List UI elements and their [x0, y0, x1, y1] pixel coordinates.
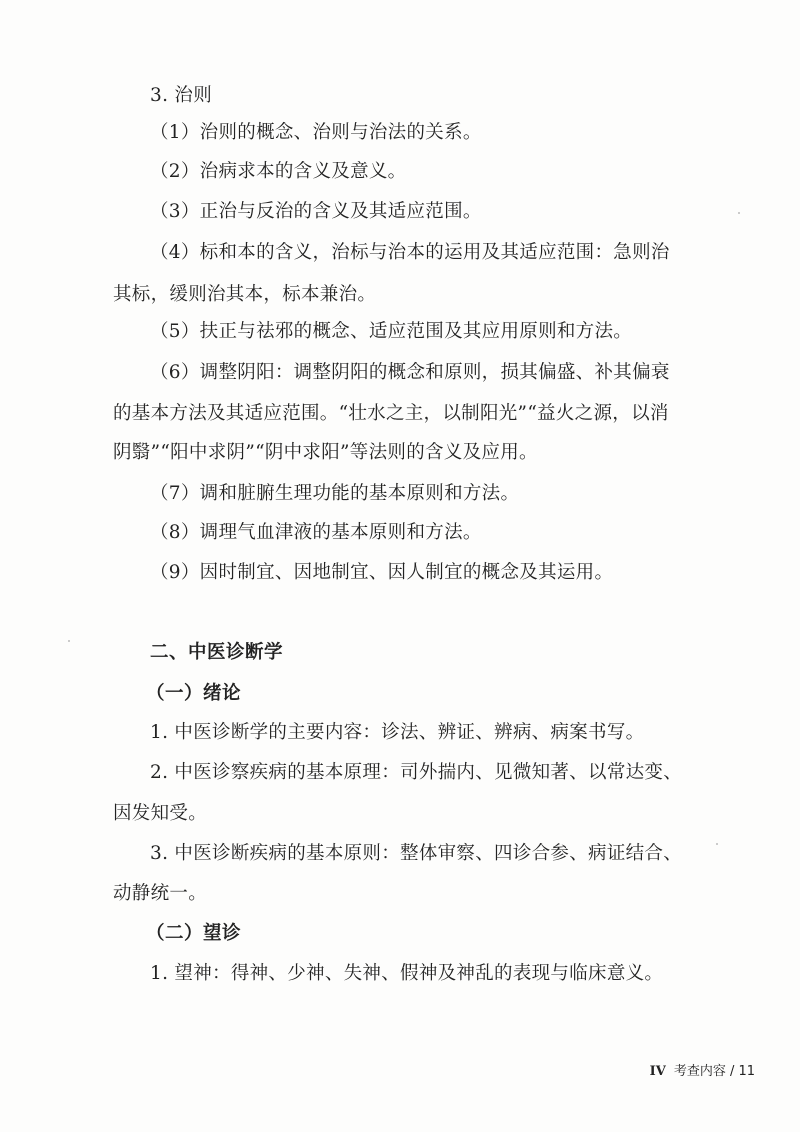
- list-item: （3）正治与反治的含义及其适应范围。: [150, 201, 482, 222]
- list-item-continuation: 的基本方法及其适应范围。“壮水之主，以制阳光”“益火之源，以消: [113, 403, 669, 424]
- paragraph: 1. 望神：得神、少神、失神、假神及神乱的表现与临床意义。: [150, 963, 664, 984]
- subsection-heading: （一）绪论: [146, 683, 242, 704]
- part-number: IV: [649, 1064, 666, 1079]
- scan-speck: [738, 212, 740, 214]
- paragraph: 3. 中医诊断疾病的基本原则：整体审察、四诊合参、病证结合、: [150, 843, 683, 864]
- subsection-heading: （二）望诊: [146, 923, 242, 944]
- chapter-heading: 二、中医诊断学: [150, 642, 284, 663]
- list-item: （5）扶正与祛邪的概念、适应范围及其应用原则和方法。: [150, 321, 633, 342]
- list-item: （2）治病求本的含义及意义。: [150, 161, 407, 182]
- paragraph: 2. 中医诊察疾病的基本原理：司外揣内、见微知著、以常达变、: [150, 762, 683, 783]
- scan-speck: [68, 640, 70, 642]
- list-item: （4）标和本的含义，治标与治本的运用及其适应范围：急则治: [150, 242, 670, 263]
- page-footer: [650, 1060, 755, 1079]
- paragraph-continuation: 动静统一。: [113, 883, 208, 904]
- paragraph: 1. 中医诊断学的主要内容：诊法、辨证、辨病、病案书写。: [150, 722, 645, 743]
- list-item: （9）因时制宜、因地制宜、因人制宜的概念及其运用。: [150, 562, 614, 583]
- list-item-continuation: 阴翳”“阳中求阴”“阴中求阳”等法则的含义及应用。: [113, 442, 538, 463]
- scan-speck: [716, 843, 718, 845]
- list-item: （8）调理气血津液的基本原则和方法。: [150, 522, 482, 543]
- page-number: 考查内容 / 11: [673, 1064, 755, 1079]
- list-item: （1）治则的概念、治则与治法的关系。: [150, 122, 482, 143]
- section-title: 3. 治则: [150, 85, 213, 106]
- list-item: （6）调整阴阳：调整阴阳的概念和原则，损其偏盛、补其偏衰: [150, 362, 670, 383]
- list-item-continuation: 其标，缓则治其本，标本兼治。: [113, 284, 377, 305]
- list-item: （7）调和脏腑生理功能的基本原则和方法。: [150, 483, 520, 504]
- paragraph-continuation: 因发知受。: [113, 803, 208, 824]
